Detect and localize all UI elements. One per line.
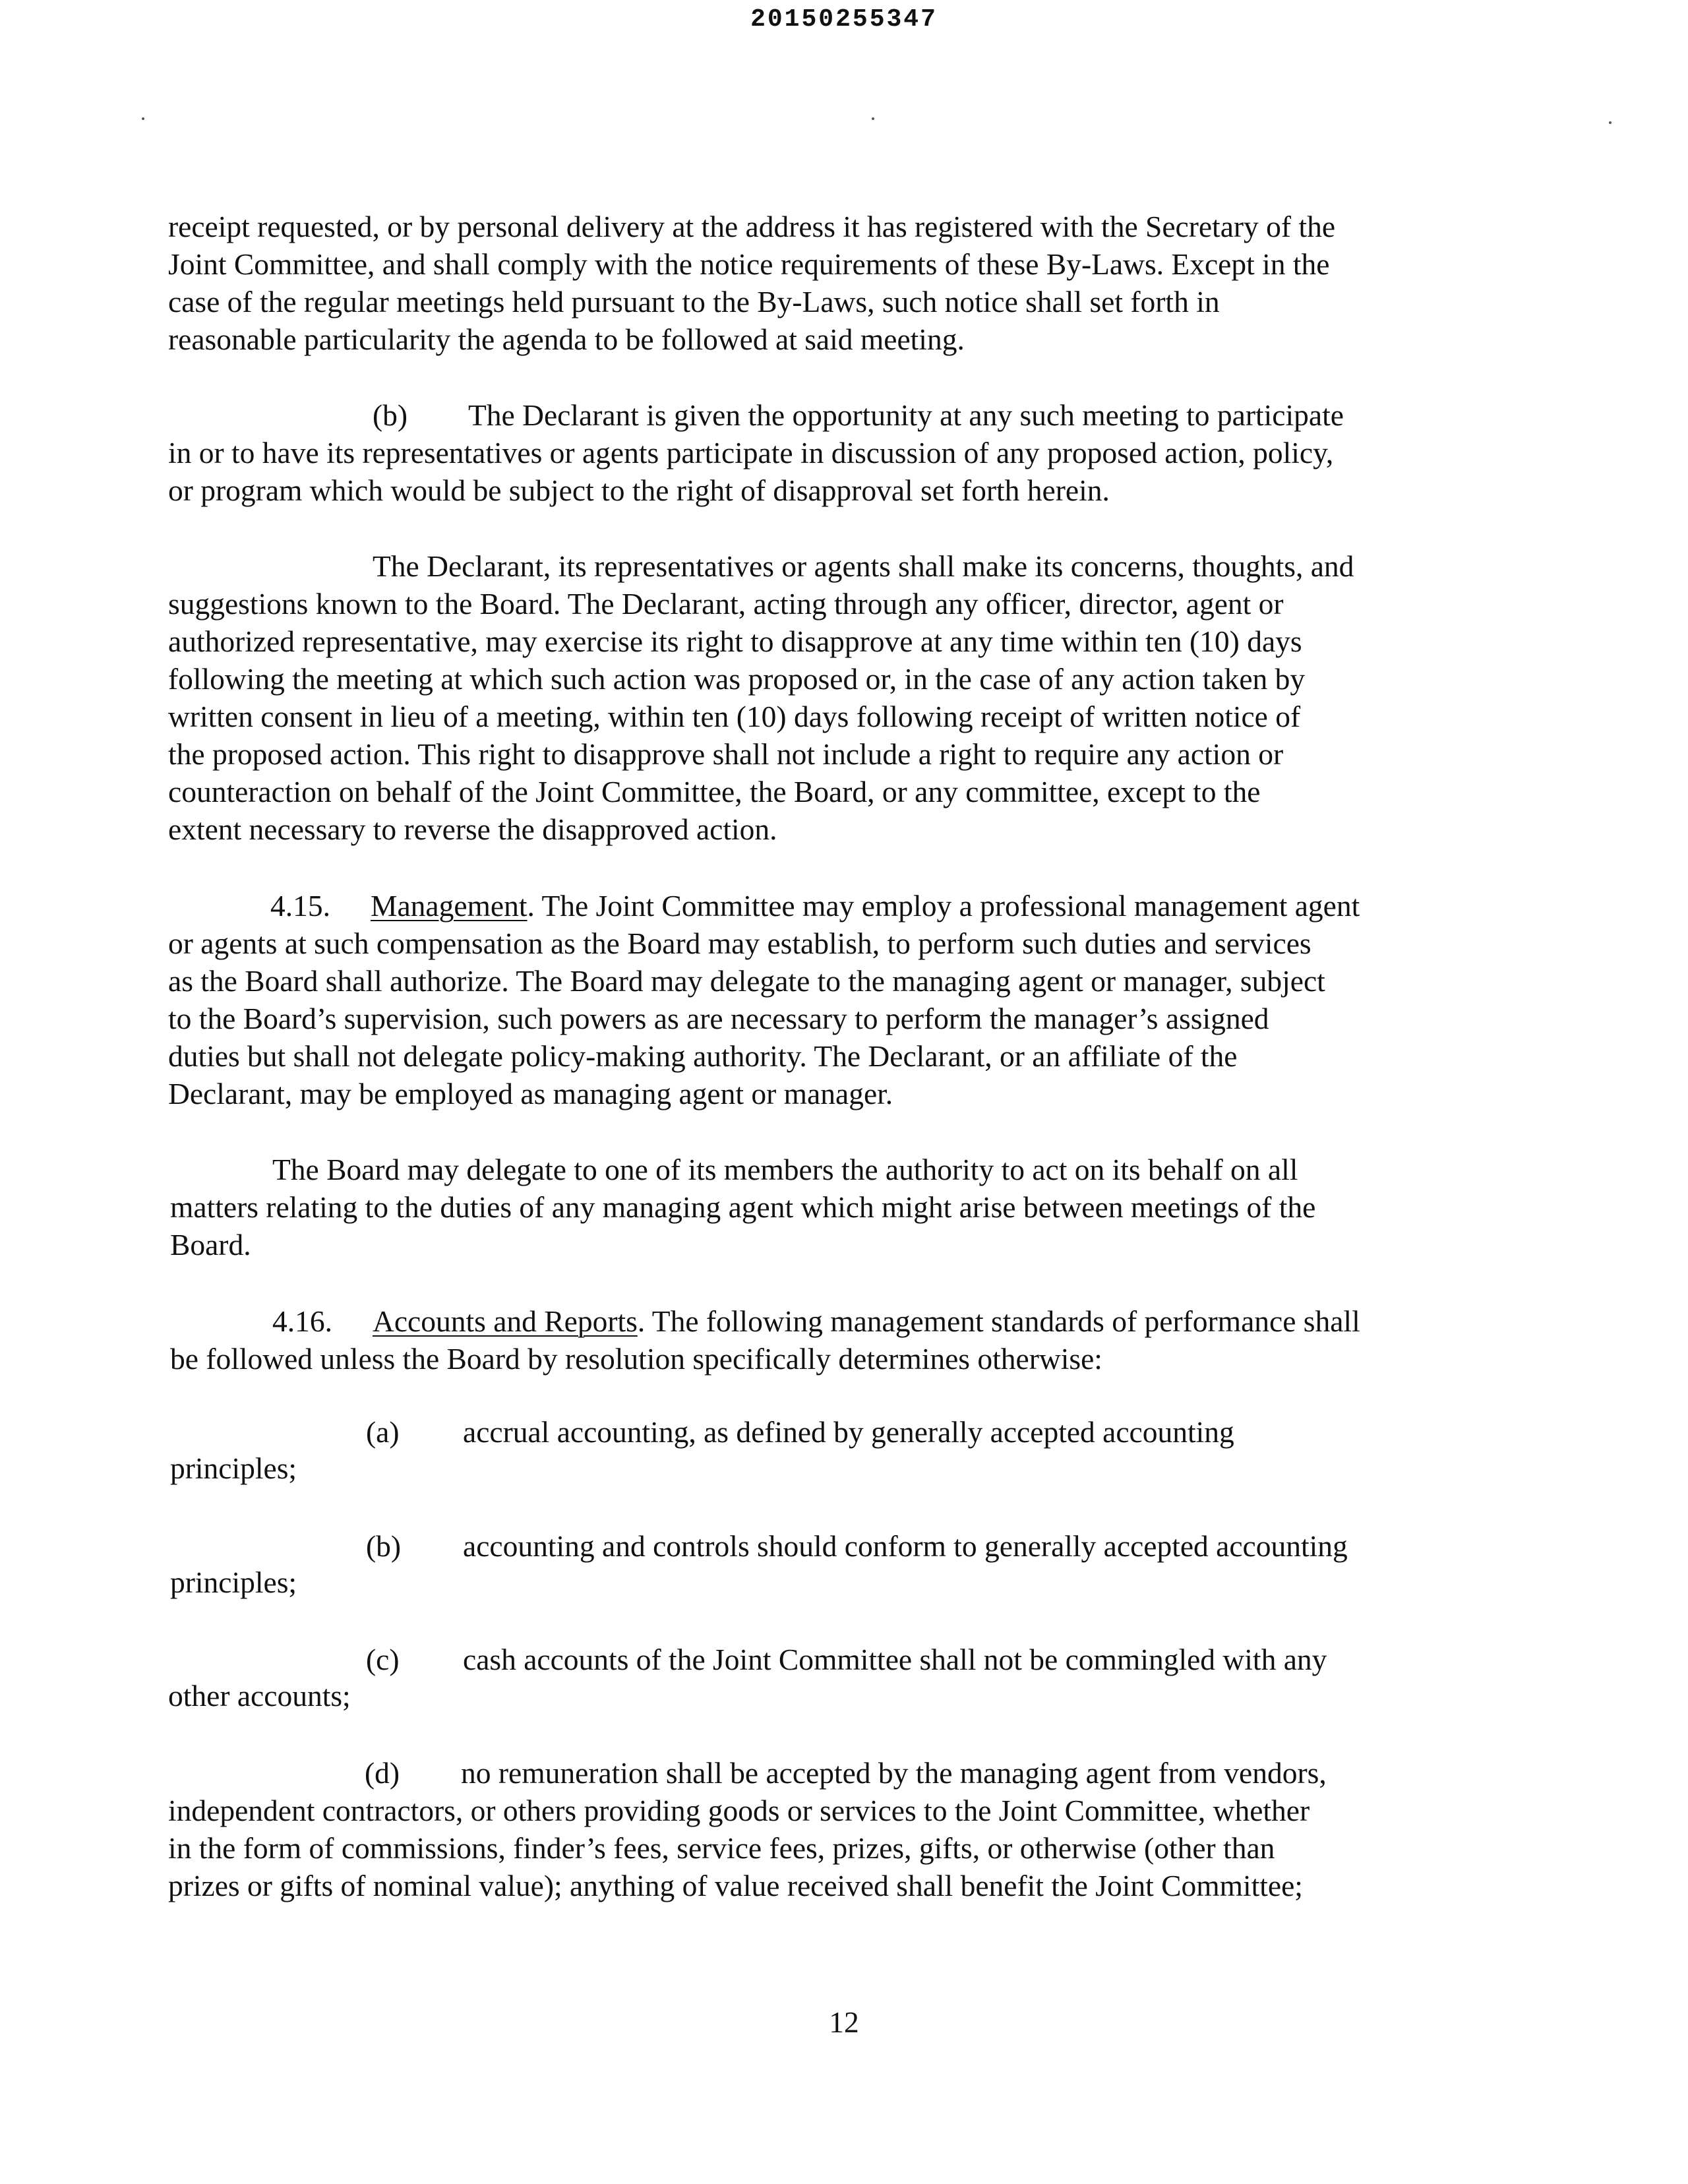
text-line: duties but shall not delegate policy-making authority. The Declarant, or an affiliate of the xyxy=(168,1039,1238,1073)
page-number: 12 xyxy=(829,2005,859,2039)
text-line: receipt requested, or by personal delivery at the address it has registered with the Secretary of the xyxy=(168,210,1336,243)
item-continuation: principles; xyxy=(170,1451,297,1485)
text-line xyxy=(170,1302,1522,1340)
text-line: be followed unless the Board by resolution specifically determines otherwise: xyxy=(170,1342,1102,1376)
text-span: The Board may delegate to one of its members the authority to act on its behalf on all xyxy=(272,1153,1298,1186)
item-text: cash accounts of the Joint Committee shall not be commingled with any xyxy=(463,1643,1327,1676)
item-text: accrual accounting, as defined by generally accepted accounting xyxy=(463,1415,1234,1449)
section-number: 4.15. xyxy=(270,889,330,923)
item-marker: (d) xyxy=(365,1756,400,1790)
text-line: in the form of commissions, finder’s fees, service fees, prizes, gifts, or otherwise (other than xyxy=(168,1831,1275,1865)
item-marker: (b) xyxy=(373,398,408,432)
text-line: to the Board’s supervision, such powers as are necessary to perform the manager’s assigned xyxy=(168,1002,1269,1035)
section-heading: Management xyxy=(371,889,528,923)
text-line: following the meeting at which such action was proposed or, in the case of any action taken by xyxy=(168,662,1306,696)
text-line: independent contractors, or others providing goods or services to the Joint Committee, whether xyxy=(168,1794,1310,1827)
item-text: no remuneration shall be accepted by the managing agent from vendors, xyxy=(461,1756,1327,1790)
section-4-16 xyxy=(170,1302,1522,1378)
text-span: The Declarant, its representatives or agents shall make its concerns, thoughts, and xyxy=(373,549,1354,583)
text-line xyxy=(170,1151,1522,1188)
text-line: extent necessary to reverse the disapproved action. xyxy=(168,812,777,846)
item-text: accounting and controls should conform to generally accepted accounting xyxy=(463,1529,1348,1563)
item-marker: (b) xyxy=(366,1529,402,1563)
section-4-15 xyxy=(168,887,1520,1112)
text-line: prizes or gifts of nominal value); anything of value received shall benefit the Joint Committee; xyxy=(168,1869,1303,1902)
text-line: matters relating to the duties of any managing agent which might arise between meetings of the xyxy=(170,1190,1316,1224)
text-line: case of the regular meetings held pursuant to the By-Laws, such notice shall set forth in xyxy=(168,285,1220,318)
text-line: counteraction on behalf of the Joint Committee, the Board, or any committee, except to the xyxy=(168,775,1261,808)
paragraph-b-declarant xyxy=(168,396,1520,509)
text-line: or agents at such compensation as the Board may establish, to perform such duties and services xyxy=(168,926,1311,960)
text-line: as the Board shall authorize. The Board may delegate to the managing agent or manager, subject xyxy=(168,964,1325,998)
section-number: 4.16. xyxy=(272,1304,332,1338)
text-line xyxy=(168,547,1520,585)
text-line: authorized representative, may exercise its right to disapprove at any time within ten (10) days xyxy=(168,624,1302,658)
paragraph-concerns xyxy=(168,547,1520,848)
text-line: the proposed action. This right to disapprove shall not include a right to require any action or xyxy=(168,737,1284,771)
item-marker: (c) xyxy=(366,1643,400,1676)
text-line xyxy=(168,1754,1520,1792)
text-line: Joint Committee, and shall comply with the notice requirements of these By-Laws. Except in the xyxy=(168,247,1330,281)
text-line: or program which would be subject to the right of disapproval set forth herein. xyxy=(168,473,1110,507)
item-d xyxy=(168,1754,1520,1904)
item-continuation: principles; xyxy=(170,1565,297,1599)
text-line: Board. xyxy=(170,1228,251,1261)
document-number: 20150255347 xyxy=(750,5,938,34)
text-line: reasonable particularity the agenda to be followed at said meeting. xyxy=(168,322,965,356)
item-text: The Declarant is given the opportunity at any such meeting to participate xyxy=(468,398,1344,432)
text-span: . The Joint Committee may employ a professional management agent xyxy=(527,889,1360,923)
scan-speck xyxy=(872,117,874,120)
paragraph-notice xyxy=(168,208,1520,358)
text-line: written consent in lieu of a meeting, within ten (10) days following receipt of written notice of xyxy=(168,700,1301,733)
text-line xyxy=(168,887,1520,925)
scan-speck xyxy=(142,117,144,120)
text-line xyxy=(168,396,1520,434)
text-line: Declarant, may be employed as managing agent or manager. xyxy=(168,1077,893,1110)
text-line: in or to have its representatives or agents participate in discussion of any proposed action, policy, xyxy=(168,436,1334,470)
text-line: suggestions known to the Board. The Declarant, acting through any officer, director, agent or xyxy=(168,587,1284,621)
scan-speck xyxy=(1609,121,1612,124)
item-continuation: other accounts; xyxy=(168,1679,351,1713)
text-span: . The following management standards of performance shall xyxy=(637,1304,1360,1338)
section-heading: Accounts and Reports xyxy=(373,1304,638,1338)
paragraph-delegate xyxy=(170,1151,1522,1263)
item-marker: (a) xyxy=(366,1415,400,1449)
